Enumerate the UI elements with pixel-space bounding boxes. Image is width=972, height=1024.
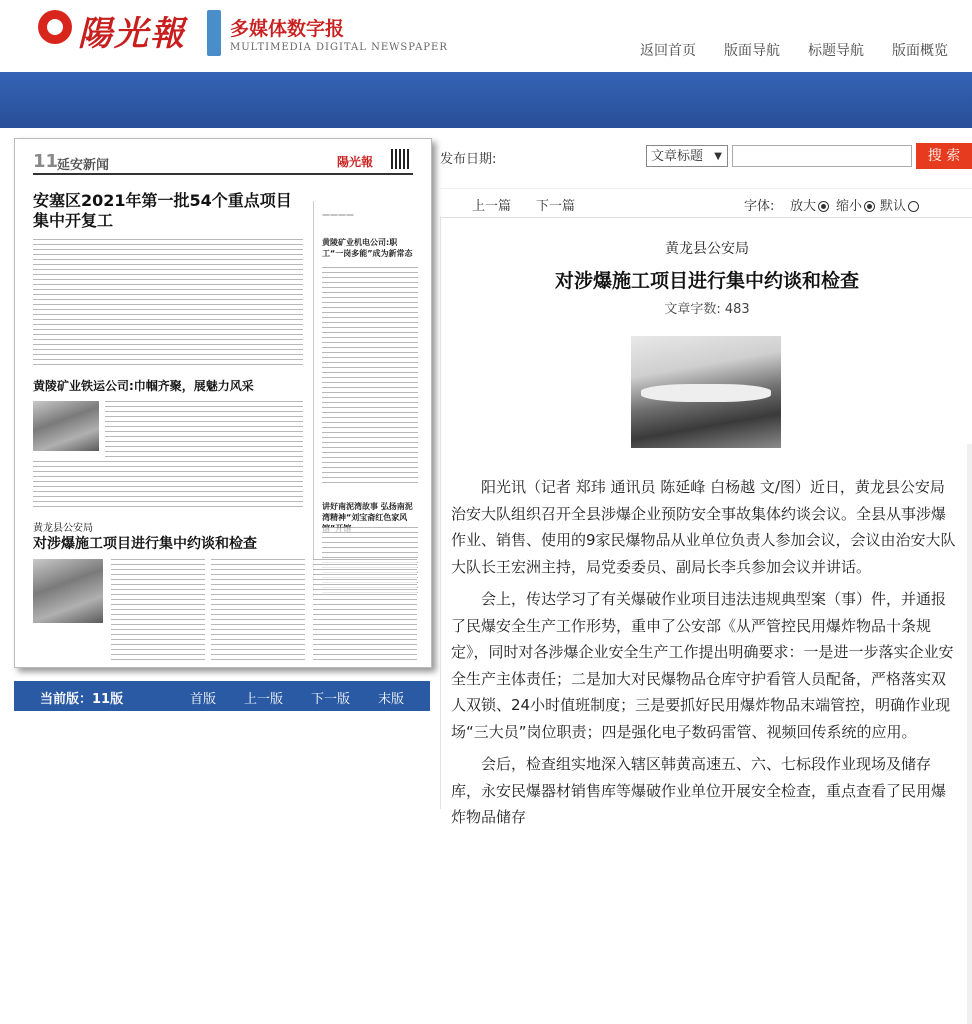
select-value: 文章标题 <box>651 149 704 164</box>
nav-home[interactable]: 返回首页 <box>640 43 696 59</box>
nav-page-nav[interactable]: 版面导航 <box>724 43 780 59</box>
preview-text-block-2 <box>105 401 303 461</box>
radio-bigger-icon <box>818 201 829 212</box>
chevron-down-icon: ▼ <box>714 151 722 162</box>
page-number: 11 <box>33 151 59 172</box>
newspaper-logo[interactable]: 陽光報 <box>78 14 186 54</box>
preview-headline-3[interactable]: 对涉爆施工项目进行集中约谈和检查 <box>33 536 257 552</box>
word-count: 文章字数: 483 <box>664 302 750 317</box>
site-subtitle-en: MULTIMEDIA DIGITAL NEWSPAPER <box>230 42 448 53</box>
preview-headline-2[interactable]: 黄陵矿业铁运公司:巾帼齐聚，展魅力风采 <box>33 379 254 393</box>
nav-page-overview[interactable]: 版面概览 <box>892 43 948 59</box>
article-photo <box>631 336 781 448</box>
font-default-option[interactable] <box>880 195 919 214</box>
site-subtitle: 多媒体数字报 <box>230 18 345 40</box>
newspaper-page-preview[interactable] <box>14 138 432 668</box>
preview-text-block <box>33 239 303 369</box>
radio-default-icon <box>908 201 919 212</box>
font-smaller-option[interactable] <box>836 195 875 214</box>
preview-side-headline-1[interactable]: 黄陵矿业机电公司:职工“一岗多能”成为新常态 <box>322 238 413 258</box>
sidebar-divider: ———— <box>322 210 354 219</box>
site-header <box>0 0 972 72</box>
header-band <box>0 72 972 128</box>
article-panel <box>440 216 972 826</box>
article-title: 对涉爆施工项目进行集中约谈和检查 <box>554 270 859 292</box>
article-paragraph: 会后，检查组实地深入辖区韩黄高速五、六、七标段作业现场及储存库，永安民爆器材销售库等爆破作业单位开展安全检查，重点查看了民用爆炸物品储存 <box>451 755 947 826</box>
top-nav <box>640 40 948 60</box>
article-body <box>451 474 957 837</box>
preview-sidebar <box>313 201 422 597</box>
prev-page-link[interactable]: 上一版 <box>243 692 283 707</box>
font-smaller-label: 缩小 <box>836 199 863 214</box>
logo-divider <box>207 10 221 56</box>
nav-title-nav[interactable]: 标题导航 <box>808 43 864 59</box>
page-header <box>33 151 413 175</box>
first-page-link[interactable]: 首版 <box>189 692 216 707</box>
preview-text-block-5 <box>211 559 305 663</box>
search-field-select[interactable] <box>646 145 728 167</box>
preview-photo-1 <box>33 401 99 451</box>
photo-table <box>641 384 771 402</box>
page-nav-links <box>190 688 404 707</box>
search-input[interactable] <box>732 145 912 167</box>
preview-text-block-6 <box>313 559 417 663</box>
mini-logo: 陽光報 <box>336 155 373 169</box>
qr-code-icon <box>391 149 411 169</box>
article-toolbar <box>440 188 972 218</box>
preview-text-block-4 <box>111 559 205 663</box>
scrollbar[interactable] <box>967 444 972 1024</box>
article-paragraph: 会上，传达学习了有关爆破作业项目违法违规典型案（事）件，并通报了民爆安全生产工作形势，重申了公安部《从严管控民用爆炸物品十条规定》，同时对各涉爆企业安全生产工作提出明确要求：一是进一步落实企业安全生产主体责任；二是加大对民爆物品仓库守护看管人员配备，严格落实双人双锁、24小时值班制度；三是要抓好民用爆炸物品末端管控，明确作业现场“三大员”岗位职责；四是强化电子数码雷管、视频回传系统的应用。 <box>451 590 954 741</box>
next-page-link[interactable]: 下一版 <box>310 692 350 707</box>
current-page-label: 当前版：11版 <box>40 692 124 707</box>
preview-headline-1[interactable]: 安塞区2021年第一批54个重点项目集中开复工 <box>33 191 292 230</box>
sidebar-text-block <box>322 267 418 487</box>
font-bigger-option[interactable] <box>790 195 829 214</box>
page-name: 延安新闻 <box>57 158 110 173</box>
preview-text-block-3 <box>33 461 303 509</box>
font-default-label: 默认 <box>880 199 907 214</box>
newspaper-logo-icon <box>38 10 72 44</box>
band-gap <box>0 128 972 136</box>
date-label: 发布日期: <box>440 152 497 167</box>
next-article-link[interactable]: 下一篇 <box>536 199 576 214</box>
preview-kicker-3: 黄龙县公安局 <box>33 523 93 534</box>
prev-article-link[interactable]: 上一篇 <box>472 199 512 214</box>
article-paragraph: 阳光讯（记者 郑玮 通讯员 陈延峰 白杨越 文/图）近日，黄龙县公安局治安大队组织召开全县涉爆企业预防安全事故集体约谈会议。全县从事涉爆作业、销售、使用的9家民爆物品从业单位负责人参加会议，会议由治安大队大队长王宏洲主持，局党委委员、副局长李兵参加会议并讲话。 <box>451 478 956 576</box>
font-label: 字体: <box>744 199 775 214</box>
search-button[interactable]: 搜 索 <box>916 143 972 169</box>
article-kicker: 黄龙县公安局 <box>665 241 749 257</box>
radio-smaller-icon <box>864 201 875 212</box>
last-page-link[interactable]: 末版 <box>377 692 404 707</box>
page-nav-bar <box>14 681 430 711</box>
preview-photo-2 <box>33 559 103 623</box>
font-bigger-label: 放大 <box>790 199 817 214</box>
preview-side-headline-2[interactable]: 讲好南泥湾故事 弘扬南泥湾精神“刘宝斋红色家风 <box>322 502 413 522</box>
